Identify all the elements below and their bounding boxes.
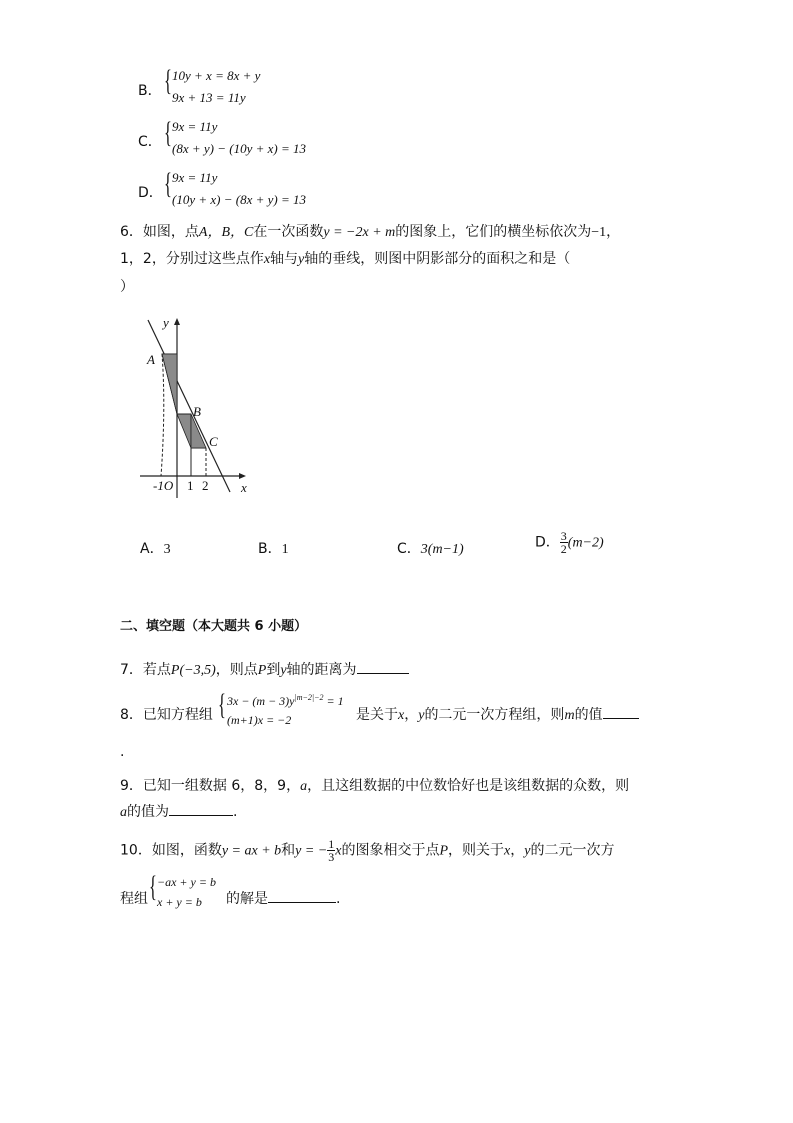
brace-icon: { xyxy=(164,64,172,97)
equation-line: 10y + x = 8x + y xyxy=(172,68,261,83)
question-number: 6． xyxy=(120,224,143,240)
option-label: D． xyxy=(535,534,560,551)
question-end: . xyxy=(233,804,238,820)
option-label: C． xyxy=(138,134,162,150)
separator: ， xyxy=(404,707,419,723)
question-text: 的值为 xyxy=(127,804,169,820)
section-title: 二、填空题（本大题共 6 小题） xyxy=(120,619,308,634)
question-text: 的值 xyxy=(574,707,603,723)
origin-label: -1O xyxy=(153,478,174,493)
question-line: ） xyxy=(120,279,134,295)
question-text: 轴的距离为 xyxy=(286,662,357,678)
equation-line: (10y + x) − (8x + y) = 13 xyxy=(172,192,306,207)
question-text: 轴与 xyxy=(270,251,299,267)
brace-icon: { xyxy=(218,688,226,721)
equation-line: (m+1)x = −2 xyxy=(227,713,292,727)
var-m: m xyxy=(564,708,575,723)
option-value: 1 xyxy=(281,542,289,557)
function-line xyxy=(148,320,230,492)
question-line xyxy=(120,704,213,724)
fraction: $\frac{3}{2}$ xyxy=(560,529,567,556)
answer-blank[interactable] xyxy=(357,659,409,674)
question-text: 已知方程组 xyxy=(142,707,213,723)
question-text: ，则点 xyxy=(215,662,258,678)
question-text: 是关于 xyxy=(356,707,398,723)
question-end: . xyxy=(120,744,125,760)
question-text: 的图象相交于点 xyxy=(341,842,440,859)
point-b-label: B xyxy=(193,404,201,419)
var-y: y xyxy=(298,252,305,267)
question-text: 如图，函数 xyxy=(151,842,222,859)
question-7 xyxy=(120,659,409,679)
equation-line: −ax + y = b xyxy=(157,875,216,889)
question-text: 的二元一次方程组，则 xyxy=(424,707,565,723)
answer-blank[interactable] xyxy=(603,704,639,719)
question-text: ，则关于 xyxy=(448,842,505,859)
var-x: x xyxy=(398,708,405,723)
point-c-label: C xyxy=(209,434,218,449)
y-axis-label: y xyxy=(163,315,169,330)
q6-option-d xyxy=(535,530,604,555)
option-value: (m−2) xyxy=(567,535,604,551)
var-x: x xyxy=(263,252,271,267)
question-line xyxy=(120,248,570,268)
question-text: 到 xyxy=(266,662,281,678)
brace-icon: { xyxy=(164,116,172,149)
separator: ， xyxy=(510,842,525,859)
question-line xyxy=(356,704,639,724)
option-label: A． xyxy=(140,541,164,557)
fraction: $\frac{1}{3}$ xyxy=(328,837,335,864)
var-a: a xyxy=(300,779,308,794)
equation-line: $3x - (m - 3)y^{|m-2|-2} = 1$ xyxy=(227,693,344,708)
points-label: A，B，C xyxy=(198,225,254,240)
point-a-label: A xyxy=(147,352,155,367)
question-number: 7． xyxy=(120,662,143,678)
question-number: 8． xyxy=(120,707,143,723)
brace-icon: { xyxy=(164,167,172,200)
equation-line: x + y = b xyxy=(157,895,202,909)
shaded-triangle-b xyxy=(177,414,191,448)
function-expression: y = − xyxy=(295,843,328,859)
option-label: D． xyxy=(138,185,163,201)
function-expression: y = −2x + m xyxy=(323,225,396,240)
tick-label-2: 2 xyxy=(202,478,209,493)
question-text: 若点 xyxy=(142,662,171,678)
question-number: 9． xyxy=(120,778,143,794)
var-y: y xyxy=(280,663,287,678)
question-number: 10． xyxy=(120,842,152,859)
var-y: y xyxy=(524,843,531,859)
option-value: 3(m−1) xyxy=(420,542,464,557)
option-label: B． xyxy=(258,541,282,557)
option-label: C． xyxy=(397,541,421,557)
question-text: 的解是 xyxy=(226,891,268,907)
question-line xyxy=(120,775,629,795)
var-x: x xyxy=(504,843,511,859)
point-label: P xyxy=(439,843,449,859)
answer-blank[interactable] xyxy=(169,801,233,816)
question-text: 1，2，分别过这些点作 xyxy=(120,251,264,267)
equation-line: 9x = 11y xyxy=(172,119,218,134)
q6-option-b xyxy=(258,538,289,558)
question-line xyxy=(120,801,237,821)
coords-text: −1， xyxy=(591,225,621,240)
var-p: P xyxy=(257,663,267,678)
question-line xyxy=(226,888,340,908)
question-line xyxy=(120,221,620,241)
function-expression: x xyxy=(335,843,342,859)
var-a: a xyxy=(120,805,127,820)
answer-blank[interactable] xyxy=(268,888,336,903)
equation-line: 9x = 11y xyxy=(172,170,218,185)
tick-label-1: 1 xyxy=(187,478,194,493)
question-end: . xyxy=(336,891,341,907)
question-line xyxy=(120,838,614,863)
question-line: 程组 xyxy=(120,891,148,907)
question-text: 的二元一次方 xyxy=(530,842,615,859)
q6-option-c xyxy=(397,538,464,558)
option-value: 3 xyxy=(163,542,171,557)
question-text: 的图象上，它们的横坐标依次为 xyxy=(395,224,592,240)
question-text: 如图，点 xyxy=(142,224,199,240)
q6-option-a xyxy=(140,538,171,558)
var-y: y xyxy=(418,708,425,723)
question-text: 轴的垂线，则图中阴影部分的面积之和是（ xyxy=(304,251,571,267)
equation-line: 9x + 13 = 11y xyxy=(172,90,246,105)
brace-icon: { xyxy=(149,870,157,903)
option-label: B． xyxy=(138,83,162,99)
x-axis-label: x xyxy=(241,480,247,495)
question-text: 在一次函数 xyxy=(253,224,324,240)
question-text: 和 xyxy=(281,842,296,859)
equation-line: (8x + y) − (10y + x) = 13 xyxy=(172,141,306,156)
point-expression: P(−3,5) xyxy=(170,663,216,678)
question-text: ，且这组数据的中位数恰好也是该组数据的众数，则 xyxy=(307,778,630,794)
function-expression: y = ax + b xyxy=(221,843,282,859)
question-text: 已知一组数据 6，8，9， xyxy=(142,778,301,794)
